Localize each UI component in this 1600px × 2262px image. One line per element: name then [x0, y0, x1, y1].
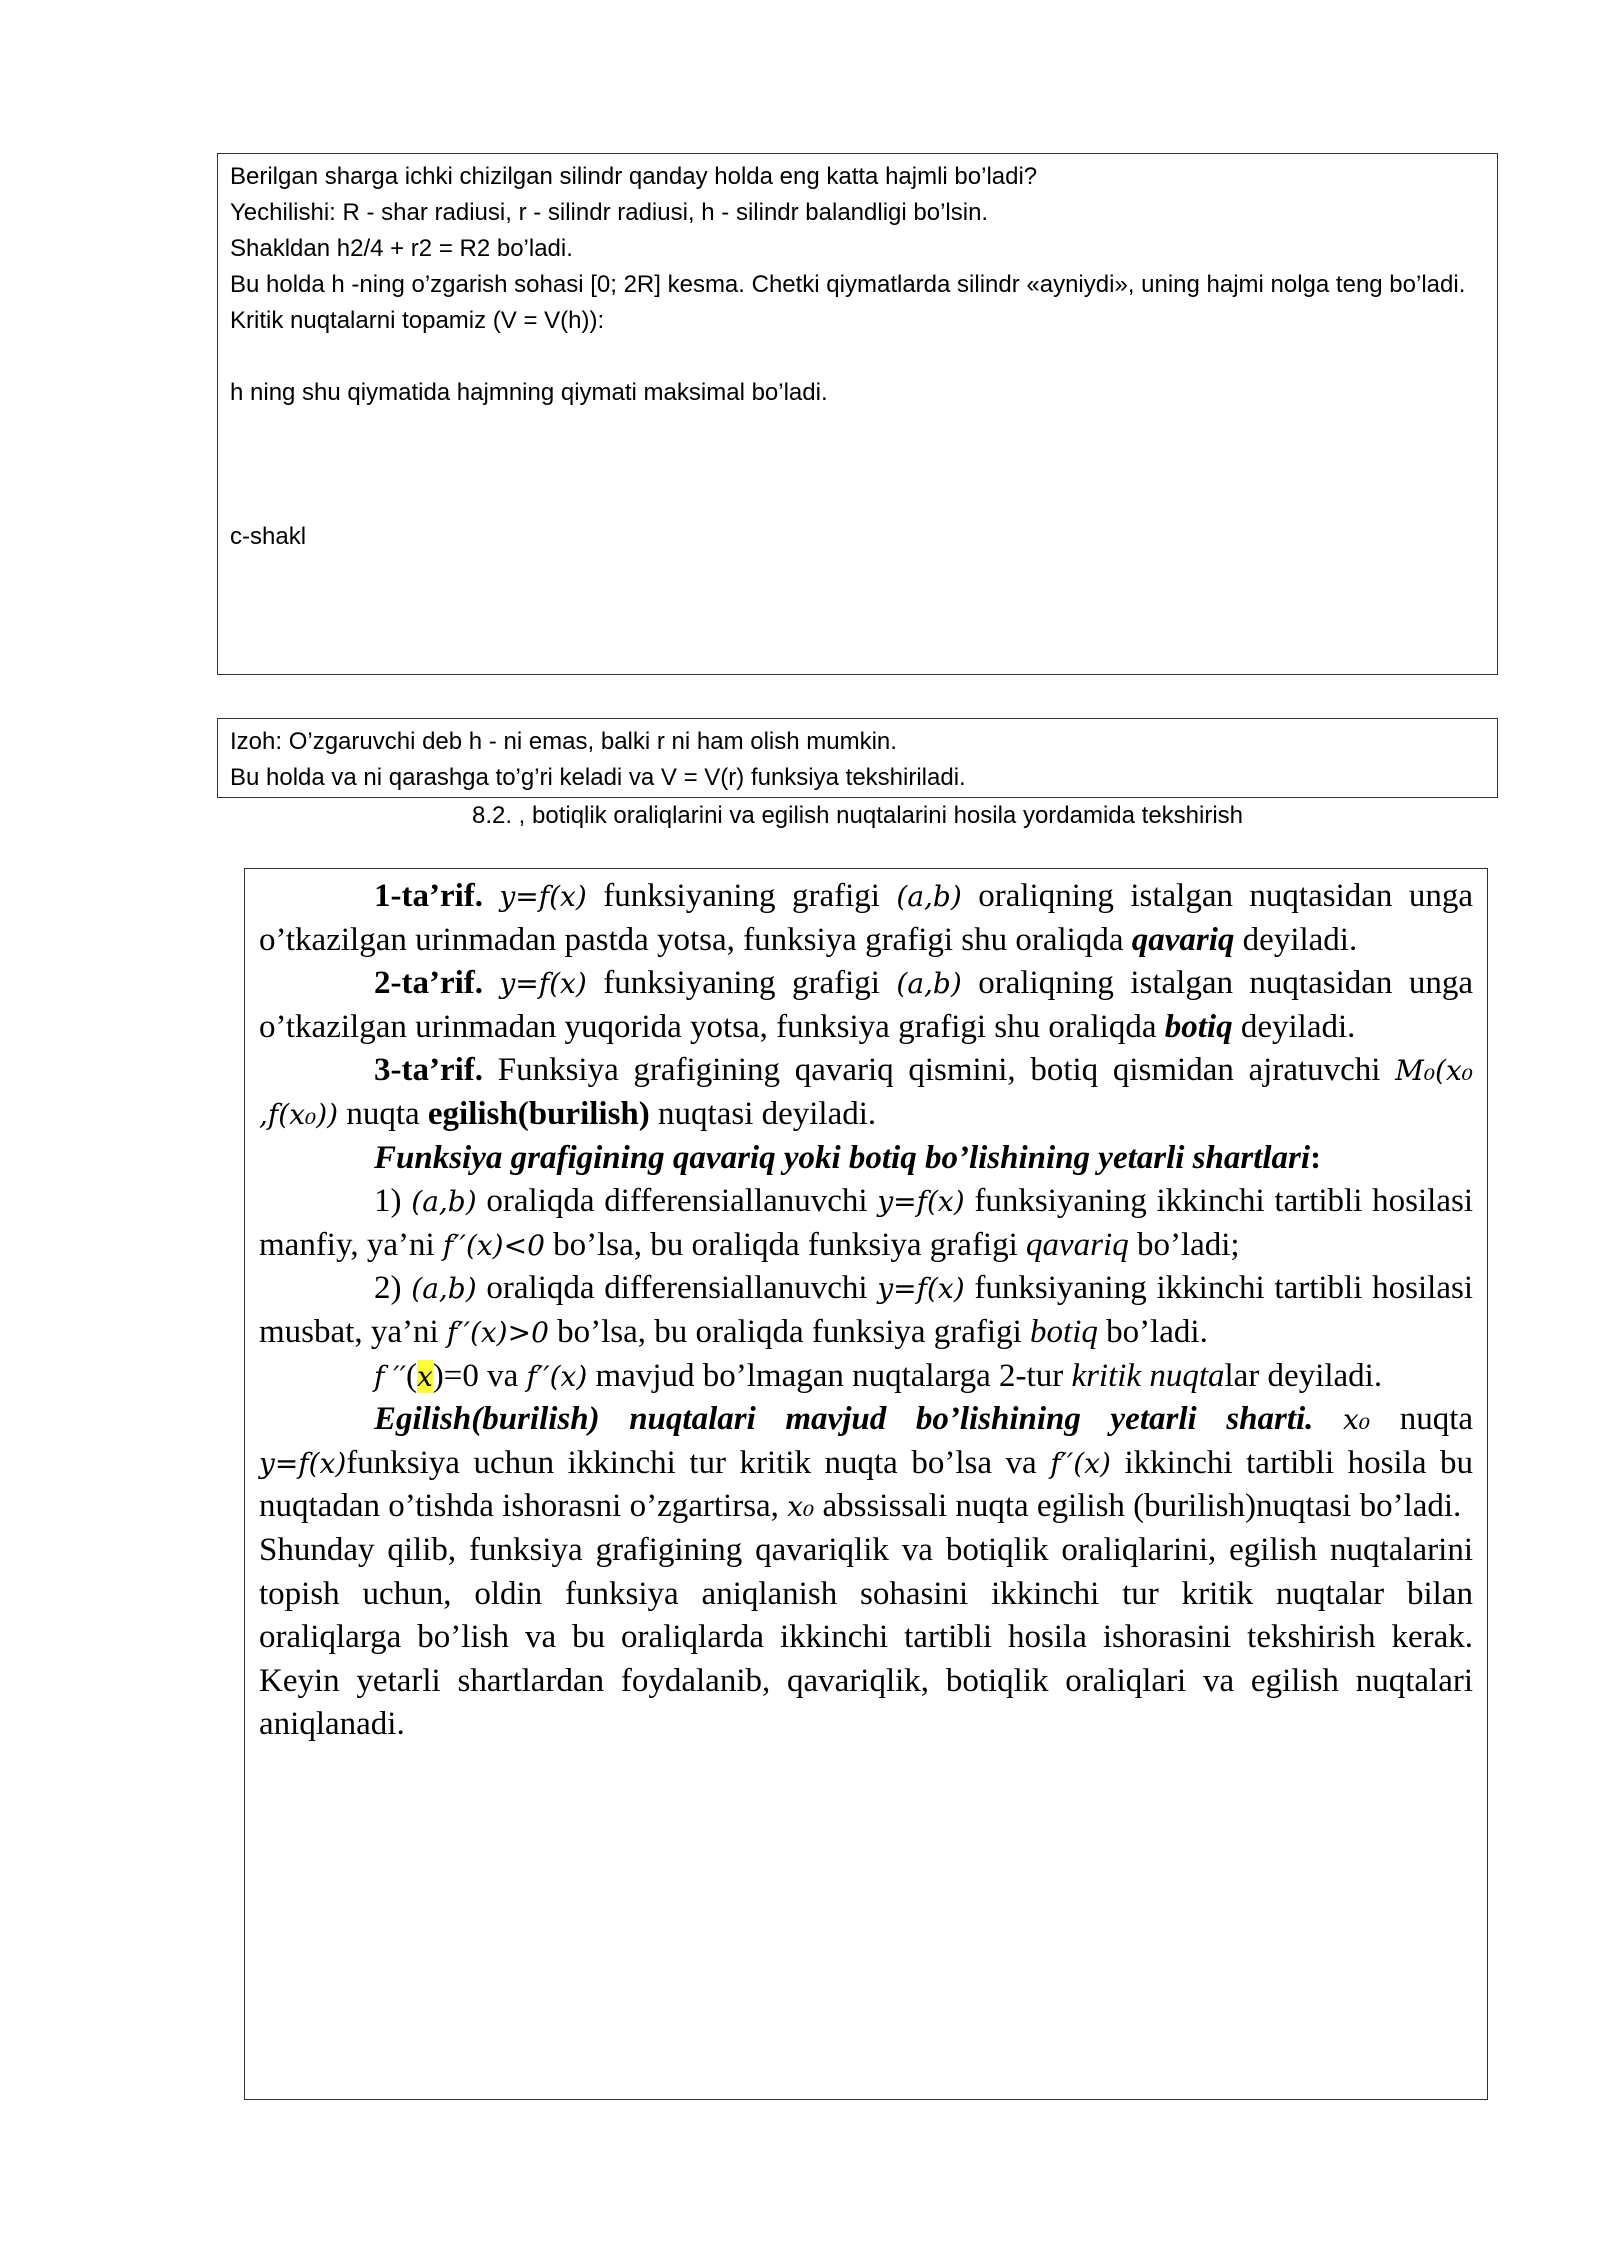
function-formula: y=f(x): [499, 880, 587, 913]
term-qavariq: qavariq: [1026, 1226, 1129, 1263]
inflection-heading: Egilish(burilish) nuqtalari mavjud bo’lishining yetarli sharti.: [374, 1401, 1314, 1438]
text: nuqta: [346, 1095, 420, 1132]
text: bo’lsa, bu oraliqda funksiya grafigi: [553, 1226, 1018, 1263]
text: funksiya uchun ikkinchi tur kritik nuqta bo’lsa va: [346, 1444, 1037, 1481]
text: funksiyaning grafigi: [603, 878, 880, 914]
text: oraliqda differensiallanuvchi: [486, 1270, 868, 1307]
remark-line-1: Izoh: O’zgaruvchi deb h - ni emas, balki r ni ham olish mumkin.: [230, 728, 897, 755]
text: deyiladi.: [1242, 921, 1358, 958]
paren: (: [405, 1357, 417, 1394]
shape-relation: Shakldan h2/4 + r2 = R2 bo’ladi.: [230, 235, 573, 262]
condition-2: [259, 1267, 1473, 1354]
text: bo’lsa, bu oraliqda funksiya grafigi: [557, 1313, 1022, 1350]
derivative-symbol: f ′′: [374, 1359, 406, 1393]
domain-note: Bu holda h -ning o’zgarish sohasi [0; 2R] kesma. Chetki qiymatlarda silindr «ayniydi», uning hajmi nolga teng bo’ladi. Kritik nuqtalarni topamiz (V = V(h)):: [230, 271, 1466, 334]
remark-box: [217, 718, 1498, 798]
definition-3: [259, 1049, 1473, 1136]
point-formula: M₀(x₀ ,f(x₀)): [259, 1054, 1473, 1131]
second-derivative-formula: f′′(x): [1050, 1446, 1111, 1480]
definitions-box: [244, 868, 1488, 2100]
interval-formula: (a,b): [411, 1272, 477, 1306]
conditions-heading: [259, 1137, 1473, 1181]
second-derivative-formula: f′′(x): [526, 1359, 588, 1393]
problem-question: Berilgan sharga ichki chizilgan silindr qanday holda eng katta hajmli bo’ladi?: [230, 163, 1038, 190]
term-qavariq: qavariq: [1131, 921, 1235, 958]
term-botiq: botiq: [1164, 1008, 1233, 1045]
definition-label: 1-ta’rif.: [374, 878, 484, 914]
definition-1: [259, 875, 1473, 962]
function-formula: y=f(x): [877, 1185, 965, 1219]
text: funksiyaning grafigi: [603, 965, 880, 1002]
text: bo’ladi;: [1136, 1226, 1240, 1263]
blank-space: [230, 411, 1485, 519]
inequality-formula: f′′(x)>0: [446, 1315, 549, 1349]
figure-caption: c-shakl: [230, 523, 307, 550]
text: abssissali nuqta egilish (burilish)nuqtasi bo’ladi.: [822, 1488, 1462, 1525]
remark-line-2: Bu holda va ni qarashga to’g’ri keladi va V = V(r) funksiya tekshiriladi.: [230, 764, 966, 791]
highlighted-x: x: [416, 1359, 433, 1393]
text: mavjud bo’lmagan nuqtalarga 2-tur: [595, 1357, 1064, 1394]
x0-symbol: x₀: [787, 1490, 815, 1524]
definition-label: 3-ta’rif.: [374, 1052, 484, 1089]
text: funksiyaning ikkinchi tartibli hosilasi musbat, ya’ni: [259, 1270, 1473, 1350]
text: bo’ladi.: [1106, 1313, 1208, 1350]
function-formula: y=f(x): [259, 1446, 347, 1480]
text: nuqtasi deyiladi.: [658, 1095, 877, 1132]
text: ikkinchi tartibli hosila bu nuqtadan o’tishda ishorasni o’zgartirsa,: [259, 1444, 1473, 1525]
text: Funksiya grafigining qavariq qismini, botiq qismidan ajratuvchi: [497, 1052, 1381, 1089]
max-volume-note: h ning shu qiymatida hajmning qiymati maksimal bo’ladi.: [230, 379, 828, 406]
text: oraliqning istalgan nuqtasidan unga o’tkazilgan urinmadan yuqorida yotsa, funksiya grafigi shu oraliqda: [259, 965, 1473, 1045]
inequality-formula: f′′(x)<0: [442, 1228, 545, 1262]
interval-formula: (a,b): [411, 1185, 477, 1219]
term-kritik-nuqta: kritik nuqta: [1071, 1357, 1225, 1394]
definition-label: 2-ta’rif.: [374, 965, 484, 1002]
interval-formula: (a,b): [896, 880, 962, 913]
text: funksiyaning ikkinchi tartibli hosilasi manfiy, ya’ni: [259, 1183, 1473, 1263]
text: va: [487, 1357, 519, 1394]
list-number: 2): [374, 1270, 402, 1307]
blank-space: [230, 339, 1485, 375]
text: oraliqning istalgan nuqtasidan unga o’tkazilgan urinmadan pastda yotsa, funksiya grafigi shu oraliqda: [259, 878, 1473, 958]
definition-2: [259, 962, 1473, 1049]
solution-intro: Yechilishi: R - shar radiusi, r - silindr radiusi, h - silindr balandligi bo’lsin.: [230, 199, 989, 226]
problem-box: [217, 153, 1498, 675]
text: oraliqda differensiallanuvchi: [486, 1183, 868, 1220]
section-heading: 8.2. , botiqlik oraliqlarini va egilish nuqtalarini hosila yordamida tekshirish: [471, 802, 1244, 829]
colon: :: [1310, 1139, 1322, 1176]
inflection-condition: [259, 1398, 1473, 1529]
text: deyiladi.: [1240, 1008, 1356, 1045]
equals-zero: )=0: [432, 1357, 479, 1394]
text: nuqta: [1399, 1401, 1474, 1438]
conditions-heading-text: Funksiya grafigining qavariq yoki botiq bo’lishining yetarli shartlari: [374, 1139, 1311, 1176]
text: lar deyiladi.: [1224, 1357, 1383, 1394]
list-number: 1): [374, 1183, 402, 1220]
interval-formula: (a,b): [896, 967, 962, 1001]
term-egilish: egilish(burilish): [427, 1095, 650, 1132]
summary-paragraph: Shunday qilib, funksiya grafigining qavariqlik va botiqlik oraliqlarini, egilish nuqtalarini topish uchun, oldin funksiya aniqlanish sohasini ikkinchi tur kritik nuqtalar bilan oraliqlarga bo’lish va bu oraliqlarda ikkinchi tartibli hosila ishorasini tekshirish kerak. Keyin yetarli shartlardan foydalanib, qavariqlik, botiqlik oraliqlari va egilish nuqtalari aniqlanadi.: [259, 1531, 1473, 1743]
function-formula: y=f(x): [877, 1272, 965, 1306]
function-formula: y=f(x): [499, 967, 587, 1001]
condition-1: [259, 1180, 1473, 1267]
critical-points-definition: [259, 1355, 1473, 1399]
term-botiq: botiq: [1030, 1313, 1098, 1350]
x0-symbol: x₀: [1343, 1403, 1371, 1437]
